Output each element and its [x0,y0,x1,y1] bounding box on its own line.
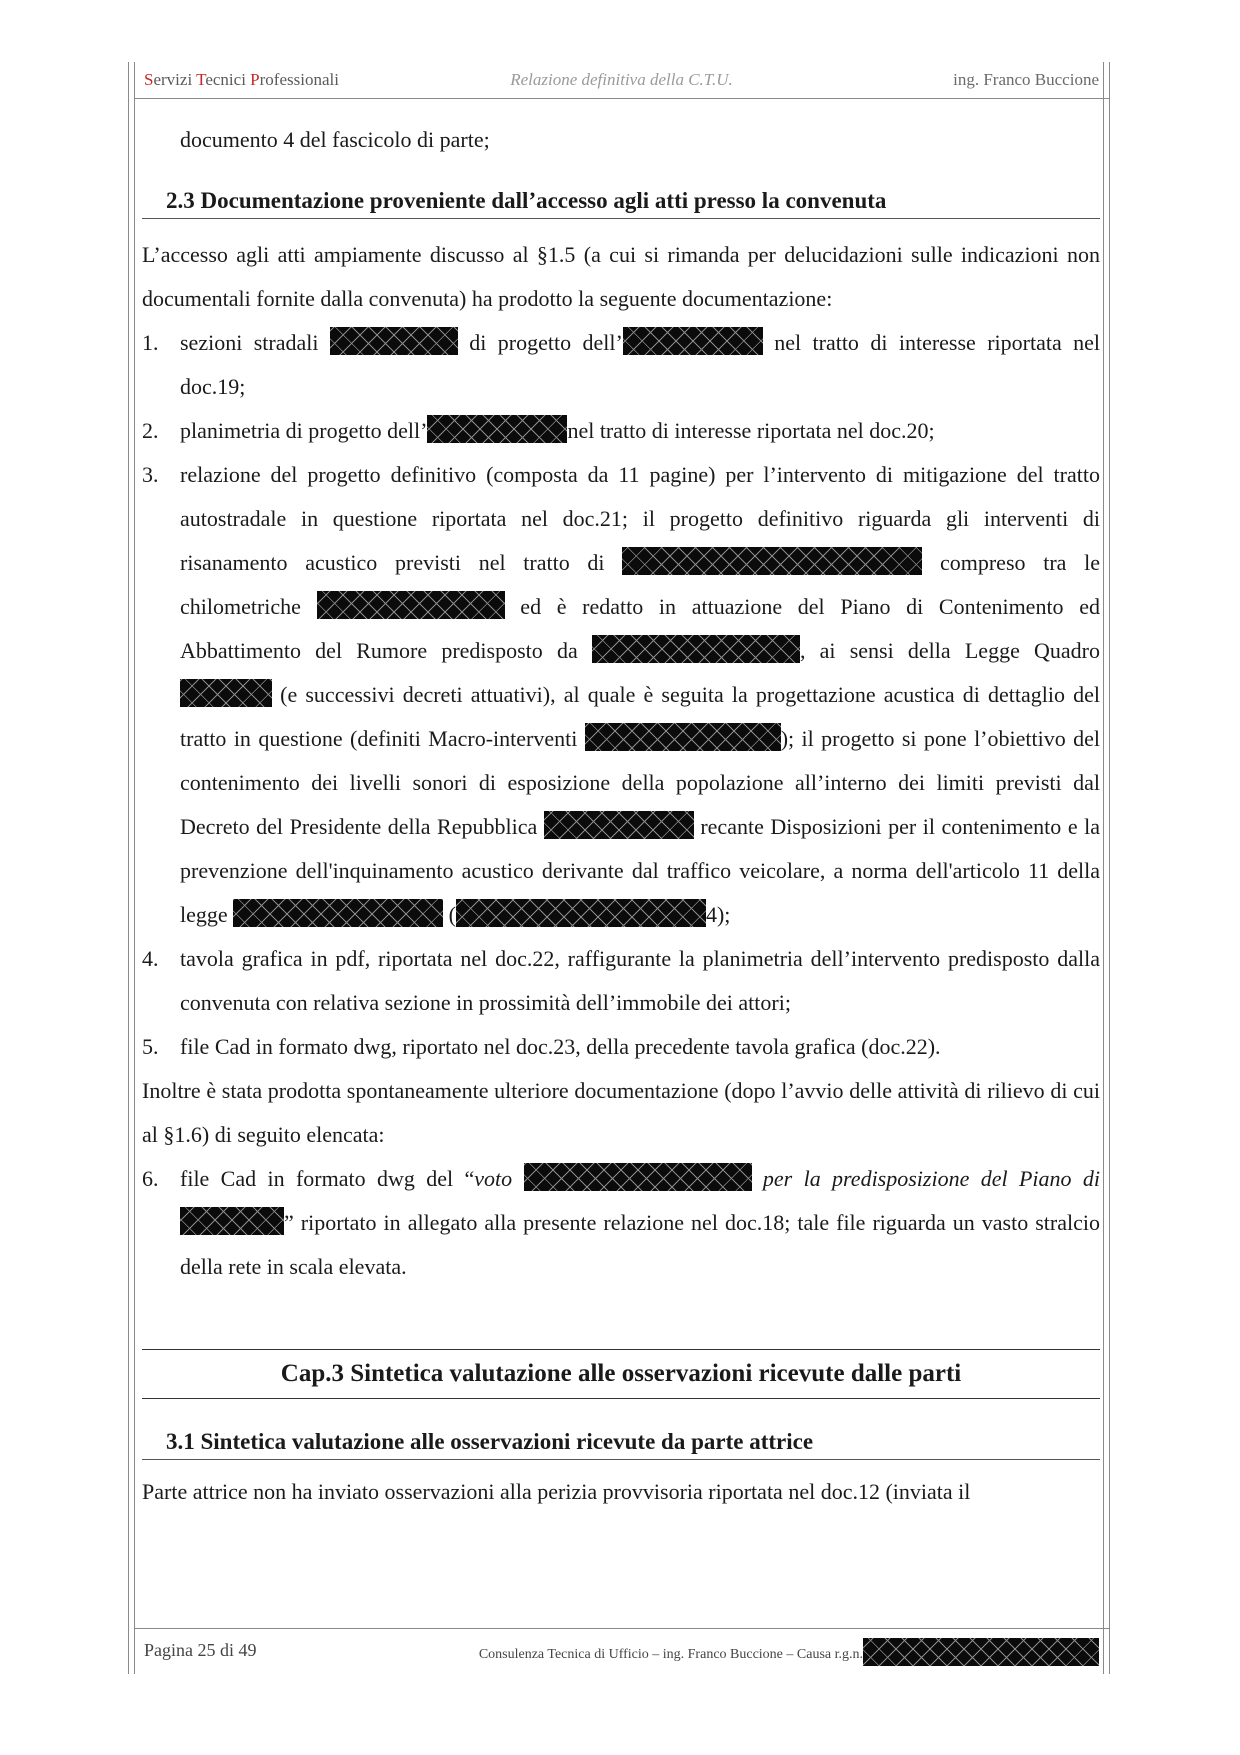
header-word: rofessionali [259,70,339,89]
list-text: nel tratto di interesse riportata nel doc.19; [180,330,1101,399]
list-text: file Cad in formato dwg, riportato nel doc.23, della precedente tavola grafica (doc.22). [180,1034,941,1059]
redaction-box [544,811,694,839]
page-frame-left-outer [128,62,129,1674]
page-frame-right-inner [1103,62,1104,1674]
footer-case-reference [479,1638,1099,1666]
list-item-3 [142,453,1100,937]
footer-rule [134,1628,1109,1629]
list-text [512,1166,523,1191]
page-frame-left-inner [134,62,135,1674]
header-initial: S [144,70,154,89]
header-word: ervizi [153,70,197,89]
page-content [142,118,1100,1514]
list-text-italic: voto [474,1166,513,1191]
list-item-4 [142,937,1100,1025]
list-text: ( [443,902,456,927]
list-text: (e successivi decreti attuativi), al quale è seguita la progettazione acustica di dettaglio del tratto in questione (definiti Macro-interventi [180,682,1100,751]
chapter-heading-3: Cap.3 Sintetica valutazione alle osservazioni ricevute dalle parti [142,1349,1100,1399]
page-header [144,68,1099,96]
redaction-box [524,1163,752,1191]
list-text: recante Disposizioni per il contenimento e la prevenzione dell'inquinamento acustico derivante dal traffico veicolare, a norma dell'articolo 11 della legge [180,814,1101,927]
list-text: relazione del progetto definitivo (composta da 11 pagine) per l’intervento di mitigazione del tratto autostradale in questione riportata nel doc.21; il progetto definitivo riguarda gli interventi di risanamento acustico previsti nel tratto di [180,462,1100,575]
redaction-box [330,327,458,355]
list-text: ed è redatto in attuazione del Piano di Contenimento ed Abbattimento del Rumore predisposto da [180,594,1100,663]
section-heading-2-3: 2.3 Documentazione proveniente dall’accesso agli atti presso la convenuta [142,184,1100,219]
list-item-2 [142,409,1100,453]
footer-page-number: Pagina 25 di 49 [144,1640,257,1660]
header-rule [134,98,1109,99]
section-heading-3-1: 3.1 Sintetica valutazione alle osservazioni ricevute da parte attrice [142,1425,1100,1460]
header-word: ecnici [205,70,251,89]
list-number: 6. [142,1166,159,1191]
redaction-box [863,1638,1099,1666]
list-text: planimetria di progetto dell’ [180,418,428,443]
redaction-box [427,415,567,443]
header-document-title: Relazione definitiva della C.T.U. [510,70,733,89]
list-text: ” riportato in allegato alla presente relazione nel doc.18; tale file riguarda un vasto stralcio della rete in scala elevata. [180,1210,1100,1279]
list-text: file Cad in formato dwg del “ [180,1166,475,1191]
list-text: sezioni stradali [180,330,330,355]
redaction-box [592,635,800,663]
header-author: ing. Franco Buccione [953,70,1099,89]
list-number: 2. [142,418,159,443]
redaction-box [180,679,272,707]
list-item-5 [142,1025,1100,1069]
paragraph-access: L’accesso agli atti ampiamente discusso al §1.5 (a cui si rimanda per delucidazioni sulle indicazioni non documentali fornite dalla convenuta) ha prodotto la seguente documentazione: [142,242,1100,311]
page-frame-right-outer [1109,62,1110,1674]
footer-case-text: Consulenza Tecnica di Ufficio – ing. Franco Buccione – Causa r.g.n. [478,1647,863,1662]
redaction-box [585,723,781,751]
redaction-box [456,899,706,927]
page-footer [144,1636,1099,1668]
list-number: 4. [142,946,159,971]
redaction-box [233,899,443,927]
list-text: di progetto dell’ [457,330,623,355]
redaction-box [317,591,505,619]
list-text: 4); [705,902,731,927]
list-text: tavola grafica in pdf, riportata nel doc.22, raffigurante la planimetria dell’intervento predisposto dalla convenuta con relativa sezione in prossimità dell’immobile dei attori; [180,946,1100,1015]
list-text: nel tratto di interesse riportata nel doc.20; [567,418,935,443]
header-initial: P [250,70,260,89]
list-text: compreso tra le chilometriche [180,550,1101,619]
continuation-line: documento 4 del fascicolo di parte; [180,127,490,152]
paragraph-additional-docs: Inoltre è stata prodotta spontaneamente ulteriore documentazione (dopo l’avvio delle attività di rilievo di cui al §1.6) di seguito elencata: [142,1078,1100,1147]
paragraph-plaintiff: Parte attrice non ha inviato osservazioni alla perizia provvisoria riportata nel doc.12 (inviata il [142,1479,971,1504]
list-text: ); il progetto si pone l’obiettivo del contenimento dei livelli sonori di esposizione della popolazione all’interno dei limiti previsti dal Decreto del Presidente della Repubblica [180,726,1100,839]
list-text-italic: per la predisposizione del Piano di [751,1166,1100,1191]
list-item-6 [142,1157,1100,1289]
list-number: 5. [142,1034,159,1059]
list-number: 3. [142,462,159,487]
list-number: 1. [142,330,159,355]
redaction-box [180,1207,284,1235]
list-item-1 [142,321,1100,409]
header-initial: T [196,70,206,89]
redaction-box [622,547,922,575]
redaction-box [623,327,763,355]
list-text: , ai sensi della Legge Quadro [799,638,1101,663]
